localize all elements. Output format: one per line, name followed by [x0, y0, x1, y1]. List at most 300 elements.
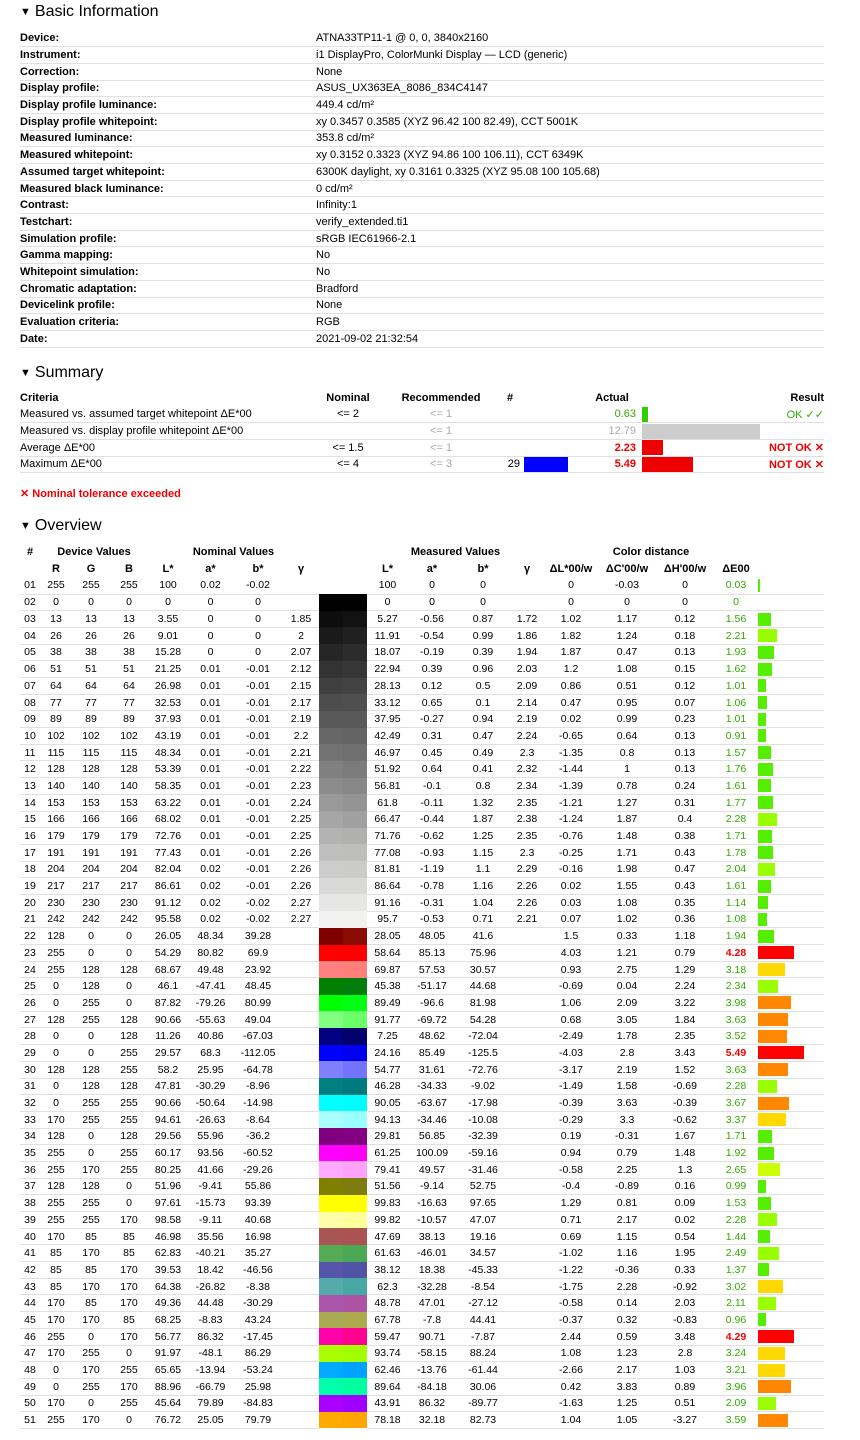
- delta-e-bar-cell: [758, 644, 824, 661]
- delta-e-cell: 1.92: [714, 1145, 758, 1162]
- device-g-cell: 0: [72, 1395, 110, 1412]
- nominal-l-cell: 9.01: [148, 627, 188, 644]
- nominal-gamma-cell: [283, 594, 319, 611]
- measured-gamma-cell: [510, 1145, 544, 1162]
- overview-row: [20, 1195, 824, 1212]
- delta-e-cell: 3.59: [714, 1412, 758, 1429]
- basic-info-row: [20, 280, 824, 297]
- overview-row: [20, 1295, 824, 1312]
- measured-l-cell: 78.18: [367, 1412, 408, 1429]
- delta-c-col-header: ΔC'00/w: [605, 563, 649, 576]
- measured-l-cell: 62.46: [367, 1362, 408, 1379]
- device-g-cell: 102: [72, 728, 110, 745]
- device-r-cell: 153: [40, 794, 72, 811]
- delta-e-bar-cell: [758, 1045, 824, 1062]
- overview-title: Overview: [34, 517, 102, 534]
- measured-l-cell: 91.77: [367, 1011, 408, 1028]
- delta-e-cell: 1.71: [714, 1128, 758, 1145]
- nominal-b-cell: -0.01: [233, 778, 283, 795]
- device-g-cell: 0: [72, 928, 110, 945]
- nominal-l-cell: 46.98: [148, 1228, 188, 1245]
- device-r-cell: 64: [40, 678, 72, 695]
- nominal-color-swatch: [319, 1028, 343, 1045]
- summary-nominal: <= 1.5: [310, 439, 386, 456]
- device-r-cell: 0: [40, 594, 72, 611]
- overview-group-header-row: [20, 544, 824, 561]
- delta-h-cell: 0.38: [656, 828, 714, 845]
- summary-header[interactable]: [20, 364, 103, 382]
- nominal-color-swatch: [319, 694, 343, 711]
- summary-nominal: [310, 423, 386, 440]
- measured-a-cell: 85.13: [408, 945, 456, 962]
- delta-h-cell: 3.22: [656, 995, 714, 1012]
- delta-e-bar-cell: [758, 811, 824, 828]
- delta-e-bar: [758, 679, 766, 692]
- device-b-cell: 204: [110, 861, 148, 878]
- criteria-header: Criteria: [20, 392, 59, 404]
- row-number-cell: 39: [20, 1212, 40, 1229]
- measured-l-cell: 51.56: [367, 1178, 408, 1195]
- delta-e-bar-cell: [758, 995, 824, 1012]
- delta-e-cell: 2.21: [714, 627, 758, 644]
- delta-l-cell: 0.47: [544, 694, 598, 711]
- row-number-cell: 15: [20, 811, 40, 828]
- overview-row: [20, 577, 824, 594]
- nominal-gamma-cell: 2.12: [283, 661, 319, 678]
- delta-e-bar: [758, 1197, 771, 1210]
- nominal-a-cell: -9.11: [188, 1212, 233, 1229]
- measured-gamma-cell: [510, 1045, 544, 1062]
- measured-color-swatch: [343, 928, 367, 945]
- summary-row: [20, 406, 824, 423]
- overview-row: [20, 1362, 824, 1379]
- basic-info-value: Infinity:1: [316, 197, 824, 214]
- device-r-cell: 85: [40, 1245, 72, 1262]
- basic-info-value: 0 cd/m²: [316, 180, 824, 197]
- delta-c-cell: -0.89: [598, 1178, 656, 1195]
- nominal-a-cell: 25.05: [188, 1412, 233, 1429]
- delta-e-cell: 2.28: [714, 1212, 758, 1229]
- nominal-color-swatch: [319, 1045, 343, 1062]
- delta-l-cell: 0.86: [544, 678, 598, 695]
- overview-row: [20, 1111, 824, 1128]
- row-number-cell: 04: [20, 627, 40, 644]
- measured-l-cell: 28.13: [367, 678, 408, 695]
- delta-e-bar-cell: [758, 1378, 824, 1395]
- delta-e-cell: 3.96: [714, 1378, 758, 1395]
- measured-l-cell: 56.81: [367, 778, 408, 795]
- delta-e-cell: 1.37: [714, 1262, 758, 1279]
- delta-e-bar: [758, 1347, 785, 1360]
- row-number-cell: 09: [20, 711, 40, 728]
- delta-e-bar-cell: [758, 1278, 824, 1295]
- measured-color-swatch: [343, 1362, 367, 1379]
- collapse-triangle-icon: ▼: [20, 520, 31, 532]
- measured-gamma-cell: [510, 1295, 544, 1312]
- nominal-a-cell: 0.02: [188, 577, 233, 594]
- measured-b-cell: -125.5: [456, 1045, 510, 1062]
- device-g-cell: 51: [72, 661, 110, 678]
- nominal-b-cell: -0.01: [233, 761, 283, 778]
- device-b-cell: 0: [110, 978, 148, 995]
- device-b-cell: 255: [110, 1362, 148, 1379]
- measured-b-cell: 30.57: [456, 961, 510, 978]
- num-group-header: #: [26, 546, 34, 559]
- nominal-b-cell: 23.92: [233, 961, 283, 978]
- device-g-cell: 0: [72, 1045, 110, 1062]
- summary-number: [496, 406, 524, 423]
- nominal-b-cell: -29.26: [233, 1161, 283, 1178]
- delta-l-cell: -0.25: [544, 844, 598, 861]
- delta-h-cell: 0.79: [656, 945, 714, 962]
- nominal-color-swatch: [319, 1145, 343, 1162]
- device-b-cell: 255: [110, 1111, 148, 1128]
- summary-bar-cell: [642, 439, 768, 456]
- device-values-header: Device Values: [57, 546, 131, 559]
- nominal-a-cell: 0: [188, 611, 233, 628]
- measured-b-cell: 0.39: [456, 644, 510, 661]
- delta-c-cell: 1.48: [598, 828, 656, 845]
- device-r-cell: 128: [40, 761, 72, 778]
- basic-info-row: [20, 180, 824, 197]
- nominal-color-swatch: [319, 1328, 343, 1345]
- overview-row: [20, 961, 824, 978]
- measured-b-cell: 0.99: [456, 627, 510, 644]
- nominal-color-swatch: [319, 678, 343, 695]
- nominal-b-cell: 0: [233, 627, 283, 644]
- measured-b-cell: 1.16: [456, 878, 510, 895]
- measured-b-col-header: b*: [477, 563, 489, 576]
- summary-recommended: <= 1: [386, 406, 496, 423]
- nominal-gamma-cell: 2.22: [283, 761, 319, 778]
- nominal-l-cell: 62.83: [148, 1245, 188, 1262]
- delta-c-cell: 1.21: [598, 945, 656, 962]
- measured-l-cell: 46.97: [367, 744, 408, 761]
- device-b-cell: 85: [110, 1245, 148, 1262]
- nominal-l-cell: 95.58: [148, 911, 188, 928]
- measured-a-cell: -0.54: [408, 627, 456, 644]
- basic-information-header[interactable]: [20, 3, 159, 21]
- summary-result: OK ✓✓: [768, 406, 824, 423]
- measured-color-swatch: [343, 878, 367, 895]
- summary-result: NOT OK ✕: [768, 439, 824, 456]
- summary-bar: [642, 440, 663, 455]
- delta-l-cell: -2.66: [544, 1362, 598, 1379]
- row-number-cell: 13: [20, 778, 40, 795]
- device-b-cell: 0: [110, 1195, 148, 1212]
- device-b-cell: 128: [110, 1128, 148, 1145]
- delta-e-bar-cell: [758, 627, 824, 644]
- delta-e-bar-cell: [758, 1078, 824, 1095]
- bar-group-header: [758, 544, 824, 561]
- overview-row: [20, 911, 824, 928]
- row-number-cell: 11: [20, 744, 40, 761]
- measured-l-cell: 95.7: [367, 911, 408, 928]
- measured-l-cell: 18.07: [367, 644, 408, 661]
- overview-row: [20, 1212, 824, 1229]
- summary-criteria: Measured vs. assumed target whitepoint ΔE*00: [20, 406, 310, 423]
- measured-l-cell: 7.25: [367, 1028, 408, 1045]
- device-b-cell: 85: [110, 1228, 148, 1245]
- delta-l-cell: 0.19: [544, 1128, 598, 1145]
- measured-a-cell: -0.56: [408, 611, 456, 628]
- device-r-cell: 85: [40, 1262, 72, 1279]
- measured-gamma-cell: 2.26: [510, 894, 544, 911]
- delta-l-cell: -0.58: [544, 1161, 598, 1178]
- summary-table: [20, 390, 824, 473]
- summary-row: [20, 456, 824, 473]
- measured-l-cell: 37.95: [367, 711, 408, 728]
- basic-info-value: No: [316, 247, 824, 264]
- delta-e-bar-cell: [758, 1145, 824, 1162]
- measured-a-cell: 0.31: [408, 728, 456, 745]
- delta-l-cell: -0.65: [544, 728, 598, 745]
- measured-a-cell: -84.18: [408, 1378, 456, 1395]
- delta-e-bar-cell: [758, 778, 824, 795]
- row-number-cell: 30: [20, 1061, 40, 1078]
- delta-e-bar: [758, 1113, 786, 1126]
- delta-e-cell: 5.49: [714, 1045, 758, 1062]
- delta-c-cell: 3.3: [598, 1111, 656, 1128]
- overview-row: [20, 894, 824, 911]
- summary-actual: 2.23: [582, 439, 642, 456]
- measured-b-cell: -8.54: [456, 1278, 510, 1295]
- delta-e-bar: [758, 1213, 777, 1226]
- nominal-a-cell: -48.1: [188, 1345, 233, 1362]
- bar-col-header: [758, 561, 824, 578]
- nominal-color-swatch: [319, 961, 343, 978]
- delta-c-cell: 3.05: [598, 1011, 656, 1028]
- nominal-l-cell: 29.57: [148, 1045, 188, 1062]
- measured-l-cell: 71.76: [367, 828, 408, 845]
- nominal-gamma-cell: 2.27: [283, 911, 319, 928]
- delta-e-bar-cell: [758, 761, 824, 778]
- measured-b-cell: -45.33: [456, 1262, 510, 1279]
- delta-c-cell: 1.17: [598, 611, 656, 628]
- delta-c-cell: 1.87: [598, 811, 656, 828]
- delta-l-cell: -1.21: [544, 794, 598, 811]
- device-g-cell: 255: [72, 1195, 110, 1212]
- delta-h-cell: 0.33: [656, 1262, 714, 1279]
- device-b-cell: 217: [110, 878, 148, 895]
- nominal-l-cell: 39.53: [148, 1262, 188, 1279]
- measured-gamma-cell: 1.86: [510, 627, 544, 644]
- overview-row: [20, 1128, 824, 1145]
- overview-row: [20, 1312, 824, 1329]
- device-g-cell: 170: [72, 1161, 110, 1178]
- measured-b-cell: 1.04: [456, 894, 510, 911]
- nominal-gamma-cell: [283, 1328, 319, 1345]
- delta-l-cell: -1.49: [544, 1078, 598, 1095]
- summary-recommended: <= 3: [386, 456, 496, 473]
- delta-e-bar: [758, 696, 767, 709]
- delta-c-cell: 1.27: [598, 794, 656, 811]
- nominal-gamma-cell: [283, 1028, 319, 1045]
- measured-l-cell: 45.38: [367, 978, 408, 995]
- device-r-cell: 128: [40, 1011, 72, 1028]
- delta-e-bar-cell: [758, 1312, 824, 1329]
- delta-l-cell: -0.37: [544, 1312, 598, 1329]
- measured-b-cell: -32.39: [456, 1128, 510, 1145]
- device-r-cell: 204: [40, 861, 72, 878]
- delta-e-bar: [758, 1080, 777, 1093]
- nominal-l-cell: 49.36: [148, 1295, 188, 1312]
- measured-l-cell: 61.8: [367, 794, 408, 811]
- nominal-l-cell: 88.96: [148, 1378, 188, 1395]
- swatch-col-header: [319, 561, 367, 578]
- delta-e-cell: 2.09: [714, 1395, 758, 1412]
- measured-gamma-cell: [510, 1011, 544, 1028]
- bar-header: [642, 390, 768, 406]
- overview-header[interactable]: [20, 517, 102, 535]
- basic-info-label: Whitepoint simulation:: [20, 264, 316, 281]
- basic-info-row: [20, 147, 824, 164]
- delta-h-cell: 1.29: [656, 961, 714, 978]
- device-r-cell: 13: [40, 611, 72, 628]
- nominal-a-cell: -79.26: [188, 995, 233, 1012]
- nominal-gamma-cell: [283, 1061, 319, 1078]
- nominal-color-swatch: [319, 878, 343, 895]
- delta-e-cell: 2.04: [714, 861, 758, 878]
- device-b-cell: 0: [110, 945, 148, 962]
- delta-e-bar: [758, 746, 771, 759]
- delta-e-bar: [758, 1130, 772, 1143]
- nominal-color-swatch: [319, 611, 343, 628]
- measured-a-cell: -46.01: [408, 1245, 456, 1262]
- nominal-color-swatch: [319, 894, 343, 911]
- delta-e-bar-cell: [758, 1111, 824, 1128]
- nominal-a-cell: 0.02: [188, 861, 233, 878]
- measured-l-cell: 77.08: [367, 844, 408, 861]
- nominal-a-cell: 80.82: [188, 945, 233, 962]
- nominal-b-cell: -112.05: [233, 1045, 283, 1062]
- row-number-cell: 47: [20, 1345, 40, 1362]
- measured-l-cell: 67.78: [367, 1312, 408, 1329]
- delta-e-bar-cell: [758, 744, 824, 761]
- nominal-b-cell: -0.01: [233, 694, 283, 711]
- nominal-l-cell: 63.22: [148, 794, 188, 811]
- device-r-cell: 26: [40, 627, 72, 644]
- nominal-b-cell: -60.52: [233, 1145, 283, 1162]
- device-r-cell: 255: [40, 1212, 72, 1229]
- row-number-cell: 41: [20, 1245, 40, 1262]
- measured-a-cell: -34.46: [408, 1111, 456, 1128]
- measured-gamma-cell: 2.26: [510, 878, 544, 895]
- device-r-cell: 170: [40, 1345, 72, 1362]
- row-number-cell: 24: [20, 961, 40, 978]
- nominal-l-cell: 90.66: [148, 1011, 188, 1028]
- summary-actual: 5.49: [582, 456, 642, 473]
- overview-row: [20, 1078, 824, 1095]
- delta-e-cell: 0.91: [714, 728, 758, 745]
- delta-e-bar: [758, 729, 766, 742]
- delta-h-cell: -0.39: [656, 1095, 714, 1112]
- delta-e-bar: [758, 713, 766, 726]
- nominal-b-cell: -14.98: [233, 1095, 283, 1112]
- measured-gamma-cell: [510, 1111, 544, 1128]
- nominal-a-cell: 0.01: [188, 828, 233, 845]
- overview-row: [20, 678, 824, 695]
- nominal-gamma-cell: [283, 1111, 319, 1128]
- nominal-a-cell: 0.01: [188, 728, 233, 745]
- device-b-cell: 0: [110, 1345, 148, 1362]
- swatch-group-header: [319, 544, 367, 561]
- device-b-cell: 128: [110, 1028, 148, 1045]
- measured-a-cell: -1.19: [408, 861, 456, 878]
- row-number-cell: 16: [20, 828, 40, 845]
- device-b-cell: 38: [110, 644, 148, 661]
- delta-e-cell: 1.62: [714, 661, 758, 678]
- overview-row: [20, 995, 824, 1012]
- r-col-header: R: [52, 563, 60, 576]
- nominal-color-swatch: [319, 761, 343, 778]
- basic-info-row: [20, 130, 824, 147]
- delta-e-bar-cell: [758, 1095, 824, 1112]
- delta-h-cell: 0.51: [656, 1395, 714, 1412]
- nominal-color-swatch: [319, 711, 343, 728]
- measured-color-swatch: [343, 1095, 367, 1112]
- collapse-triangle-icon: ▼: [20, 6, 31, 18]
- device-r-cell: 89: [40, 711, 72, 728]
- row-number-cell: 27: [20, 1011, 40, 1028]
- nominal-a-cell: 48.34: [188, 928, 233, 945]
- measured-b-cell: -59.16: [456, 1145, 510, 1162]
- measured-l-cell: 99.83: [367, 1195, 408, 1212]
- measured-color-swatch: [343, 995, 367, 1012]
- delta-l-cell: 1.29: [544, 1195, 598, 1212]
- nominal-a-cell: 35.56: [188, 1228, 233, 1245]
- nominal-l-cell: 0: [148, 594, 188, 611]
- delta-e-bar-cell: [758, 1028, 824, 1045]
- delta-e-cell: 3.63: [714, 1011, 758, 1028]
- device-b-cell: 0: [110, 1412, 148, 1429]
- delta-c-cell: 2.8: [598, 1045, 656, 1062]
- device-g-cell: 0: [72, 1328, 110, 1345]
- device-b-cell: 170: [110, 1378, 148, 1395]
- nominal-gamma-cell: 2.21: [283, 744, 319, 761]
- nominal-b-cell: 69.9: [233, 945, 283, 962]
- delta-c-cell: -0.31: [598, 1128, 656, 1145]
- overview-row: [20, 1028, 824, 1045]
- delta-h-cell: 0.07: [656, 694, 714, 711]
- nominal-a-cell: 0.02: [188, 911, 233, 928]
- nominal-color-swatch: [319, 811, 343, 828]
- nominal-gamma-cell: [283, 1412, 319, 1429]
- measured-a-cell: -0.27: [408, 711, 456, 728]
- measured-gamma-cell: [510, 1395, 544, 1412]
- nominal-gamma-col-header: γ: [297, 563, 305, 576]
- summary-bar-cell: [642, 423, 768, 440]
- device-g-cell: 179: [72, 828, 110, 845]
- recommended-header: Recommended: [401, 392, 481, 404]
- delta-h-cell: 1.3: [656, 1161, 714, 1178]
- measured-l-cell: 28.05: [367, 928, 408, 945]
- device-r-cell: 38: [40, 644, 72, 661]
- nominal-color-swatch: [319, 744, 343, 761]
- device-r-cell: 51: [40, 661, 72, 678]
- nominal-l-cell: 15.28: [148, 644, 188, 661]
- measured-gamma-col-header: γ: [523, 563, 531, 576]
- device-r-cell: 255: [40, 1328, 72, 1345]
- nominal-b-cell: 43.24: [233, 1312, 283, 1329]
- measured-a-cell: 0.39: [408, 661, 456, 678]
- nominal-gamma-cell: [283, 1011, 319, 1028]
- delta-e-bar: [758, 930, 774, 943]
- measured-b-cell: 54.28: [456, 1011, 510, 1028]
- measured-a-cell: 0: [408, 594, 456, 611]
- nominal-l-cell: 68.25: [148, 1312, 188, 1329]
- color-distance-header: Color distance: [612, 546, 690, 559]
